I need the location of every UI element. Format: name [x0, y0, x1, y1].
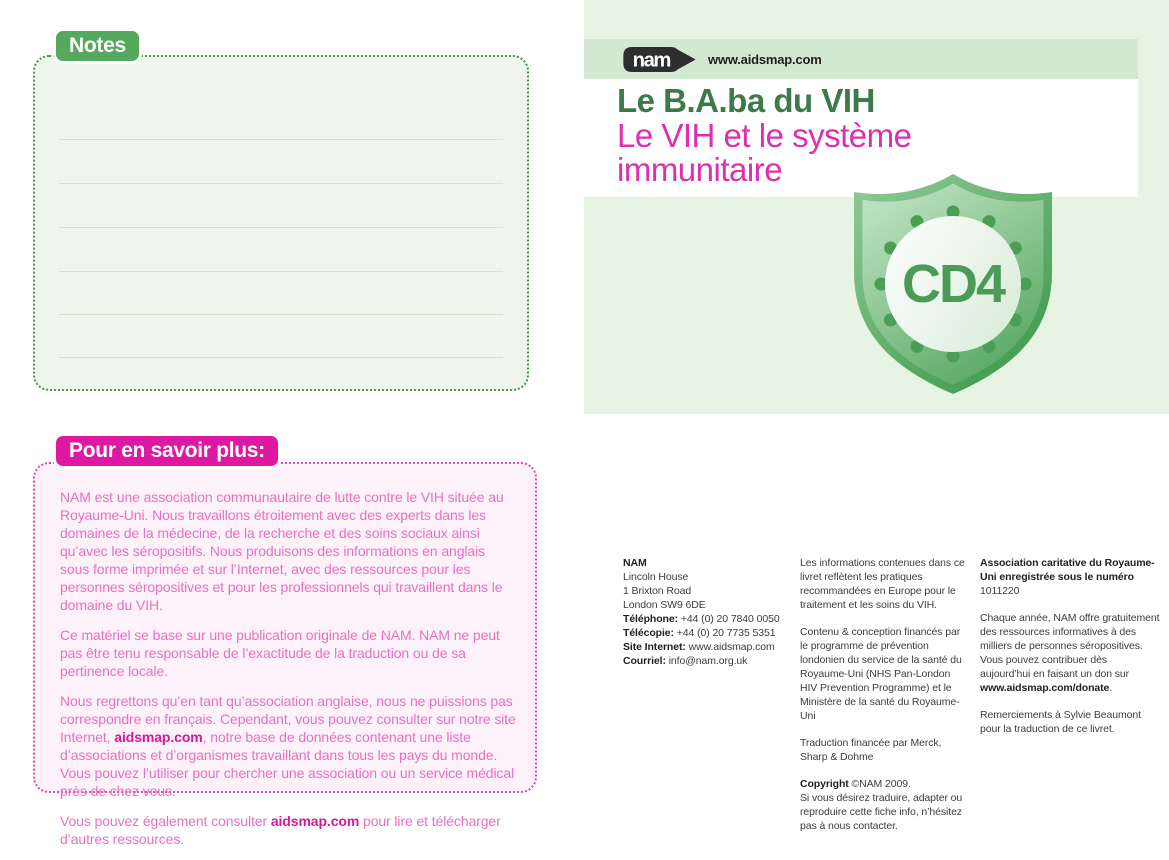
email-value[interactable]: info@nam.org.uk	[668, 655, 748, 667]
phone-line	[623, 612, 793, 626]
footer-address-column	[623, 556, 793, 668]
phone-label: Téléphone:	[623, 613, 679, 625]
charity-registration-label: Association caritative du Royaume-Uni enregistrée sous le numéro	[980, 557, 1155, 583]
notes-ruled-line	[59, 314, 503, 315]
nam-logo-text: nam	[632, 49, 670, 72]
series-title: Le B.A.ba du VIH	[617, 82, 875, 119]
logo-band	[584, 39, 1138, 79]
paragraph-resources-text: pour lire et télécharger d’autres ressources.	[60, 813, 501, 847]
address-line: Lincoln House	[623, 571, 689, 583]
org-name: NAM	[623, 557, 647, 569]
donation-text: Chaque année, NAM offre gratuitement des ressources informatives à des milliers de personnes séropositives.	[980, 612, 1160, 652]
credits-funding: Contenu & conception financés par le programme de prévention londonien du service de la santé du Royaume-Uni (NHS Pan-London HIV Prevention Programme) et le Ministère de la santé du Royaume-Uni	[800, 626, 962, 722]
paragraph-database-text: Nous regrettons qu’en tant qu’association anglaise, nous ne puissions pas correspondre en français. Cependant, vous pouvez consulter sur notre site Internet,	[60, 693, 516, 745]
donation-text: Vous pouvez contribuer dès aujourd’hui en faisant un don sur	[980, 654, 1130, 680]
donation-text: .	[1109, 682, 1113, 694]
footer-charity-column	[980, 556, 1160, 749]
cd4-label: CD4	[901, 254, 1005, 314]
address-line: London SW9 6DE	[623, 599, 706, 611]
paragraph-translation-disclaimer: Ce matériel se base sur une publication originale de NAM. NAM ne peut pas être tenu responsable de l’exactitude de la traduction ou de sa pertinence locale.	[60, 627, 500, 679]
phone-number: +44 (0) 20 7840 0050	[680, 613, 780, 625]
aidsmap-link[interactable]: aidsmap.com	[114, 729, 203, 745]
fax-number: +44 (0) 20 7735 5351	[676, 627, 776, 639]
paragraph-database-text: , notre base de données contenant une liste d’associations et d’organismes travaillant dans tous les pays du monde. Vous pouvez l’utiliser pour chercher une association ou un service médical près de chez vous.	[60, 729, 515, 799]
address-line: 1 Brixton Road	[623, 585, 692, 597]
notes-ruled-line	[59, 271, 503, 272]
credits-copyright	[800, 777, 965, 833]
notes-ruled-line	[59, 139, 503, 140]
website-value[interactable]: www.aidsmap.com	[688, 641, 775, 653]
fax-line	[623, 626, 793, 640]
notes-box	[33, 55, 529, 391]
paragraph-database	[60, 692, 516, 800]
notes-ruled-line	[59, 357, 503, 358]
fax-label: Télécopie:	[623, 627, 674, 639]
notes-label: Notes	[53, 28, 142, 64]
aidsmap-link[interactable]: aidsmap.com	[270, 813, 360, 829]
paragraph-resources-text: Vous pouvez également consulter	[60, 813, 271, 829]
cd4-shield-icon	[846, 168, 1060, 400]
nam-logo-icon	[622, 46, 698, 73]
notes-ruled-line	[59, 227, 503, 228]
website-url: www.aidsmap.com	[708, 51, 822, 67]
translator-acknowledgement: Remerciements à Sylvie Beaumont pour la traduction de ce livret.	[980, 709, 1141, 735]
booklet-title: Le VIH et le système immunitaire	[617, 117, 912, 188]
website-label: Site Internet:	[623, 641, 686, 653]
more-info-text	[60, 488, 516, 860]
footer-credits-column	[800, 556, 965, 846]
paragraph-about-nam: NAM est une association communautaire de lutte contre le VIH située au Royaume-Uni. Nous travaillons étroitement avec des experts dans les domaines de la médecine, de la recherche et des soins sociaux ainsi qu’avec les séropositifs. Nous produisons des informations en anglais sous forme imprimée et sur l’Internet, avec des ressources pour les personnes séropositives et pour les professionnels qui travaillent dans le domaine du VIH.	[60, 489, 504, 613]
email-line	[623, 654, 793, 668]
email-label: Courriel:	[623, 655, 666, 667]
copyright-note: Si vous désirez traduire, adapter ou reproduire cette fiche info, n’hésitez pas à nous contacter.	[800, 792, 963, 832]
donation-paragraph	[980, 611, 1160, 695]
notes-ruled-line	[59, 183, 503, 184]
credits-translation-funding: Traduction financée par Merck, Sharp & Dohme	[800, 737, 942, 763]
website-line	[623, 640, 793, 654]
copyright-year: ©NAM 2009.	[851, 778, 911, 790]
donate-link[interactable]: www.aidsmap.com/donate	[980, 682, 1110, 694]
more-info-box	[33, 462, 537, 847]
more-info-label: Pour en savoir plus:	[53, 433, 281, 469]
copyright-label: Copyright	[800, 778, 849, 790]
charity-number: 1011220	[980, 585, 1020, 597]
paragraph-resources	[60, 812, 516, 848]
charity-registration	[980, 556, 1160, 598]
credits-practices: Les informations contenues dans ce livret reflètent les pratiques recommandées en Europe pour le traitement et les soins du VIH.	[800, 557, 965, 611]
